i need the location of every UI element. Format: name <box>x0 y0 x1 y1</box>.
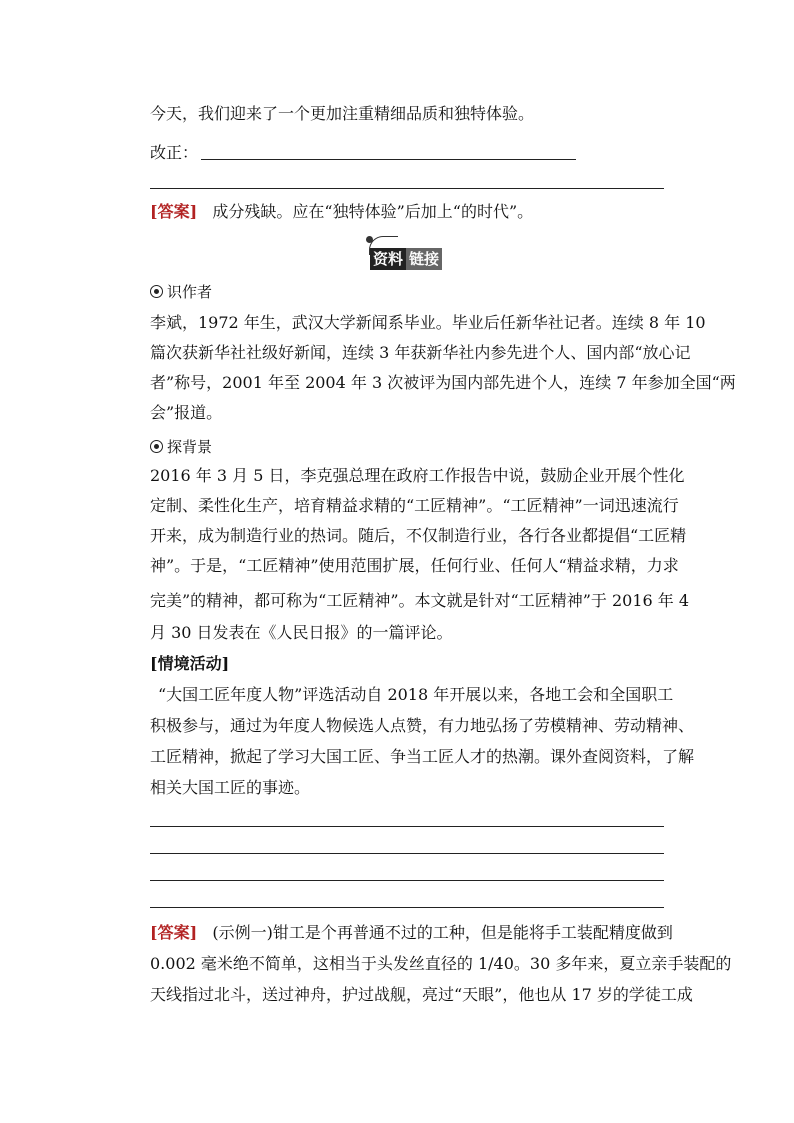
author-text: 会”报道。 <box>150 403 223 422</box>
background-text: 定制、柔性化生产，培育精益求精的“工匠精神”。“工匠精神”一词迅速流行 <box>150 496 679 515</box>
resource-link-banner <box>370 244 462 270</box>
banner-label-b: 链接 <box>406 248 442 270</box>
background-text: 开来，成为制造行业的热词。随后，不仅制造行业，各行各业都提倡“工匠精 <box>150 526 687 545</box>
activity-text: 相关大国工匠的事迹。 <box>150 778 311 797</box>
section-heading-author <box>150 282 212 302</box>
heading-label: 识作者 <box>167 283 213 301</box>
banner-label-a: 资料 <box>370 248 406 270</box>
activity-heading: [情境活动] <box>150 654 230 673</box>
target-icon <box>150 440 163 453</box>
background-text: 2016 年 3 月 5 日，李克强总理在政府工作报告中说，鼓励企业开展个性化 <box>150 466 685 485</box>
answer-blank-line[interactable] <box>150 826 664 827</box>
answer-tag: [答案] <box>150 202 198 221</box>
background-text: 月 30 日发表在《人民日报》的一篇评论。 <box>150 623 453 642</box>
correction-label: 改正： <box>150 143 199 162</box>
author-text: 者”称号，2001 年至 2004 年 3 次被评为国内部先进个人，连续 7 年参加全国“两 <box>150 373 736 392</box>
answer-blank-line[interactable] <box>150 853 664 854</box>
answer-blank-line[interactable] <box>150 188 664 189</box>
activity-text: 积极参与，通过为年度人物候选人点赞，有力地弘扬了劳模精神、劳动精神、 <box>150 716 695 735</box>
answer-text: 0.002 毫米绝不简单，这相当于头发丝直径的 1/40。30 多年来，夏立亲手装配的 <box>150 954 732 973</box>
sentence-text: 今天，我们迎来了一个更加注重精细品质和独特体验。 <box>150 104 535 123</box>
answer-blank-line[interactable] <box>201 159 576 160</box>
answer-blank-line[interactable] <box>150 907 664 908</box>
activity-text: “大国工匠年度人物”评选活动自 2018 年开展以来，各地工会和全国职工 <box>158 685 674 704</box>
heading-label: 探背景 <box>167 438 213 456</box>
answer-text: (示例一)钳工是个再普通不过的工种，但是能将手工装配精度做到 <box>212 923 673 942</box>
answer-text: 天线指过北斗，送过神舟，护过战舰，亮过“天眼”，他也从 17 岁的学徒工成 <box>150 985 693 1004</box>
answer-tag: [答案] <box>150 923 198 942</box>
target-icon <box>150 285 163 298</box>
background-text: 神”。于是，“工匠精神”使用范围扩展，任何行业、任何人“精益求精，力求 <box>150 556 679 575</box>
background-text: 完美”的精神，都可称为“工匠精神”。本文就是针对“工匠精神”于 2016 年 4 <box>150 591 690 610</box>
author-text: 篇次获新华社社级好新闻，连续 3 年获新华社内参先进个人、国内部“放心记 <box>150 343 691 362</box>
banner-dot-icon <box>366 236 373 243</box>
author-text: 李斌，1972 年生，武汉大学新闻系毕业。毕业后任新华社记者。连续 8 年 10 <box>150 313 706 332</box>
answer-text: 成分残缺。应在“独特体验”后加上“的时代”。 <box>212 202 534 221</box>
answer-block-2 <box>150 923 673 943</box>
activity-text: 工匠精神，掀起了学习大国工匠、争当工匠人才的热潮。课外查阅资料，了解 <box>150 747 695 766</box>
answer-block-1 <box>150 202 533 222</box>
section-heading-background <box>150 437 212 457</box>
answer-blank-line[interactable] <box>150 880 664 881</box>
